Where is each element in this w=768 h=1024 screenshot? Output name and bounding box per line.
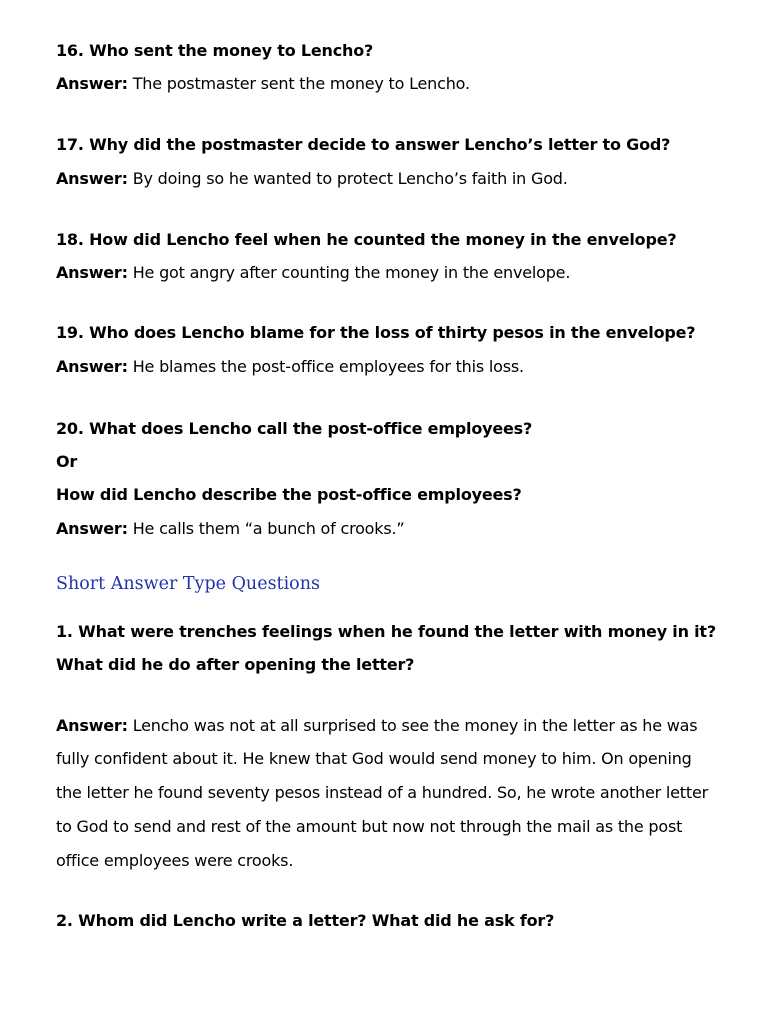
answer-text: He got angry after counting the money in the envelope. [127,263,571,282]
short-question-1-line-1: 1. What were trenches feelings when he found the letter with money in it? [56,622,716,641]
answer-19 [56,356,524,378]
short-answer-1-line-4: to God to send and rest of the amount but now not through the mail as the post [56,817,683,836]
question-18: 18. How did Lencho feel when he counted the money in the envelope? [56,230,677,249]
question-17: 17. Why did the postmaster decide to answer Lencho’s letter to God? [56,135,671,154]
short-question-1-line-2: What did he do after opening the letter? [56,655,415,674]
short-answer-1-line-2: fully confident about it. He knew that God would send money to him. On opening [56,749,692,768]
question-20: 20. What does Lencho call the post-office employees? [56,419,533,438]
answer-label: Answer: [56,169,128,188]
answer-label: Answer: [56,263,128,282]
answer-label: Answer: [56,357,128,376]
answer-text: By doing so he wanted to protect Lencho’s faith in God. [127,169,568,188]
answer-label: Answer: [56,716,128,735]
question-20-alt: How did Lencho describe the post-office employees? [56,485,522,504]
short-answer-1-line-3: the letter he found seventy pesos instead of a hundred. So, he wrote another letter [56,783,708,802]
answer-label: Answer: [56,74,128,93]
answer-text: The postmaster sent the money to Lencho. [127,74,470,93]
answer-18 [56,262,570,284]
short-answer-1-line-5: office employees were crooks. [56,851,294,870]
answer-text: Lencho was not at all surprised to see the money in the letter as he was [127,716,698,735]
question-16: 16. Who sent the money to Lencho? [56,41,374,60]
short-question-2: 2. Whom did Lencho write a letter? What did he ask for? [56,911,555,930]
question-19: 19. Who does Lencho blame for the loss of thirty pesos in the envelope? [56,323,696,342]
answer-20 [56,518,404,540]
answer-text: He calls them “a bunch of crooks.” [127,519,405,538]
answer-16 [56,73,470,95]
answer-label: Answer: [56,519,128,538]
section-heading: Short Answer Type Questions [56,574,320,594]
or-label: Or [56,452,78,471]
answer-17 [56,168,568,190]
answer-text: He blames the post-office employees for this loss. [127,357,524,376]
short-answer-1-line-1 [56,715,697,737]
